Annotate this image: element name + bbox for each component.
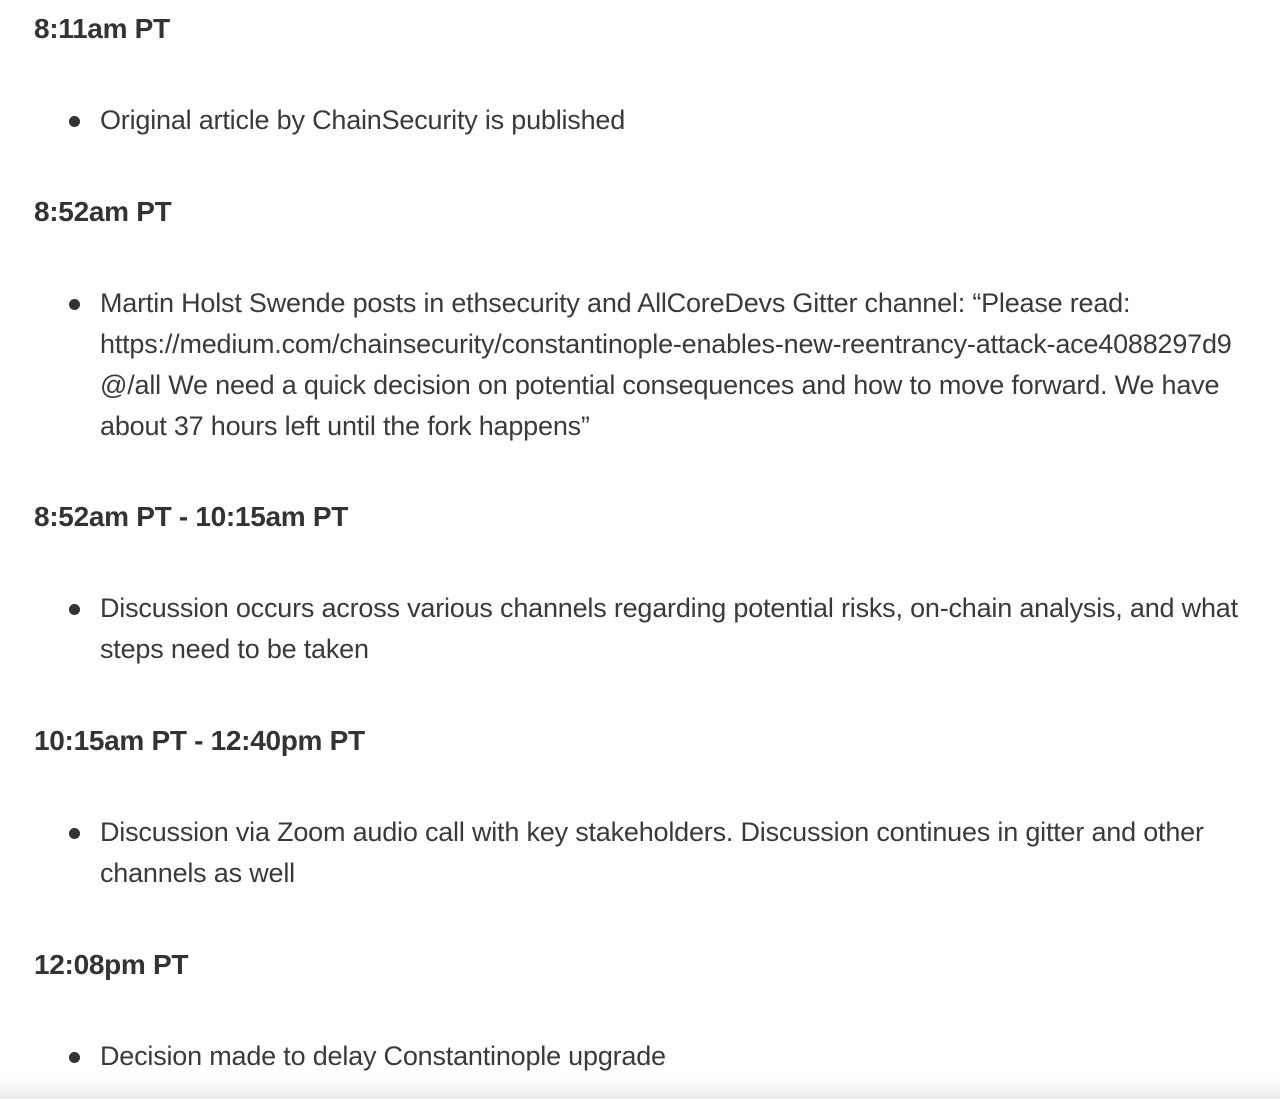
entry-time: 8:52am PT	[34, 196, 172, 227]
list-item-text: Decision made to delay Constantinople upgrade	[100, 1041, 666, 1071]
list-item	[0, 100, 1280, 141]
bullet-icon	[69, 604, 80, 615]
list-item-text: Original article by ChainSecurity is published	[100, 105, 626, 135]
entry-list	[0, 283, 1280, 447]
entry-list	[0, 812, 1280, 894]
list-item	[0, 588, 1280, 670]
list-item	[0, 812, 1280, 894]
entry-list	[0, 588, 1280, 670]
list-item-text: Discussion occurs across various channels regarding potential risks, on-chain analysis, and what steps need to be taken	[100, 593, 1238, 664]
entry-time: 12:08pm PT	[34, 949, 189, 980]
list-item	[0, 283, 1280, 447]
list-item-text: Discussion via Zoom audio call with key stakeholders. Discussion continues in gitter and other channels as well	[100, 817, 1204, 888]
entry-time: 8:11am PT	[34, 13, 170, 44]
list-item	[0, 1036, 1280, 1077]
bullet-icon	[69, 299, 80, 310]
entry-time: 10:15am PT - 12:40pm PT	[34, 725, 365, 756]
list-item-text: Martin Holst Swende posts in ethsecurity and AllCoreDevs Gitter channel: “Please read: https://medium.com/chainsecurity/constantinople-enables-new-reentrancy-attack-ace4088297d9 @/all We need a quick decision on potential consequences and how to move forward. We have about 37 hours left until the fork happens”	[100, 288, 1232, 441]
entry-list	[0, 100, 1280, 141]
bullet-icon	[69, 828, 80, 839]
bullet-icon	[69, 1052, 80, 1063]
bullet-icon	[69, 116, 80, 127]
bottom-edge-shadow	[0, 1077, 1280, 1099]
entry-time: 8:52am PT - 10:15am PT	[34, 501, 348, 532]
entry-list	[0, 1036, 1280, 1077]
